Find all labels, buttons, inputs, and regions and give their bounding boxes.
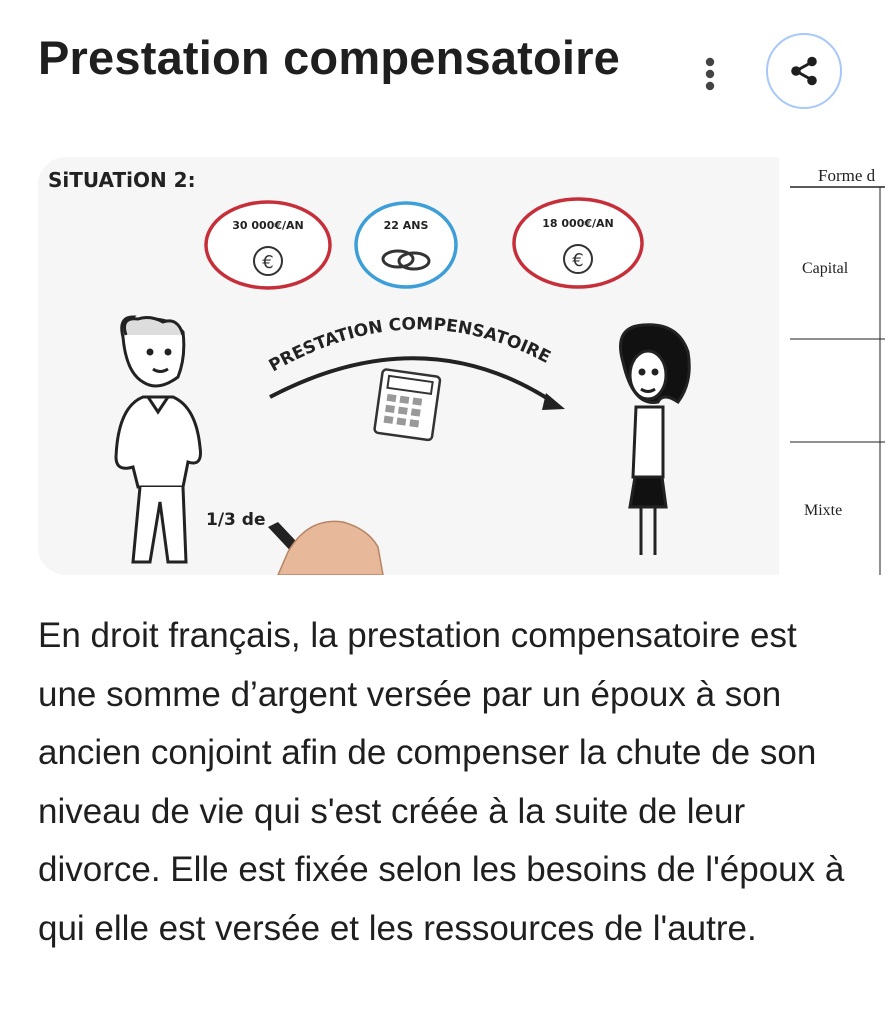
image-carousel[interactable] [38,157,885,575]
illustration-image[interactable] [38,157,779,575]
description-text: En droit français, la prestation compensatoire est une somme d’argent versée par un époux à son ancien conjoint afin de compenser la chute de son niveau de vie qui s'est créée à la suite de leur divorce. Elle est fixée selon les besoins de l'époux à qui elle est versée et les ressources de l'autre. [38,616,845,948]
bubble-right-label: 18 000€/AN [542,217,614,230]
table-row-label: Mixte [804,502,843,519]
page-title: Prestation compensatoire [38,31,621,84]
woman-figure [621,325,690,555]
situation-label: SiTUATiON 2: [48,168,196,192]
bubble-middle-label: 22 ANS [383,219,429,232]
income-bubble-right [514,199,642,287]
bubble-left-label: 30 000€/AN [232,219,304,232]
more-options-button[interactable] [688,50,732,98]
handwritten-note: 1/3 de [206,510,266,530]
more-vert-icon [704,54,716,94]
svg-text:€: € [572,250,584,271]
svg-text:€: € [262,252,274,273]
income-bubble-left [206,202,330,288]
table-header: Forme d [818,166,876,185]
share-icon [787,54,821,88]
man-figure [116,317,201,562]
table-image[interactable] [790,157,885,575]
duration-bubble [356,203,456,287]
arc-text: PRESTATION COMPENSATOIRE [265,314,554,377]
hand-with-pen [268,521,383,575]
share-button[interactable] [766,33,842,109]
calculator-icon [374,369,440,440]
table-row-label: Capital [802,260,849,277]
